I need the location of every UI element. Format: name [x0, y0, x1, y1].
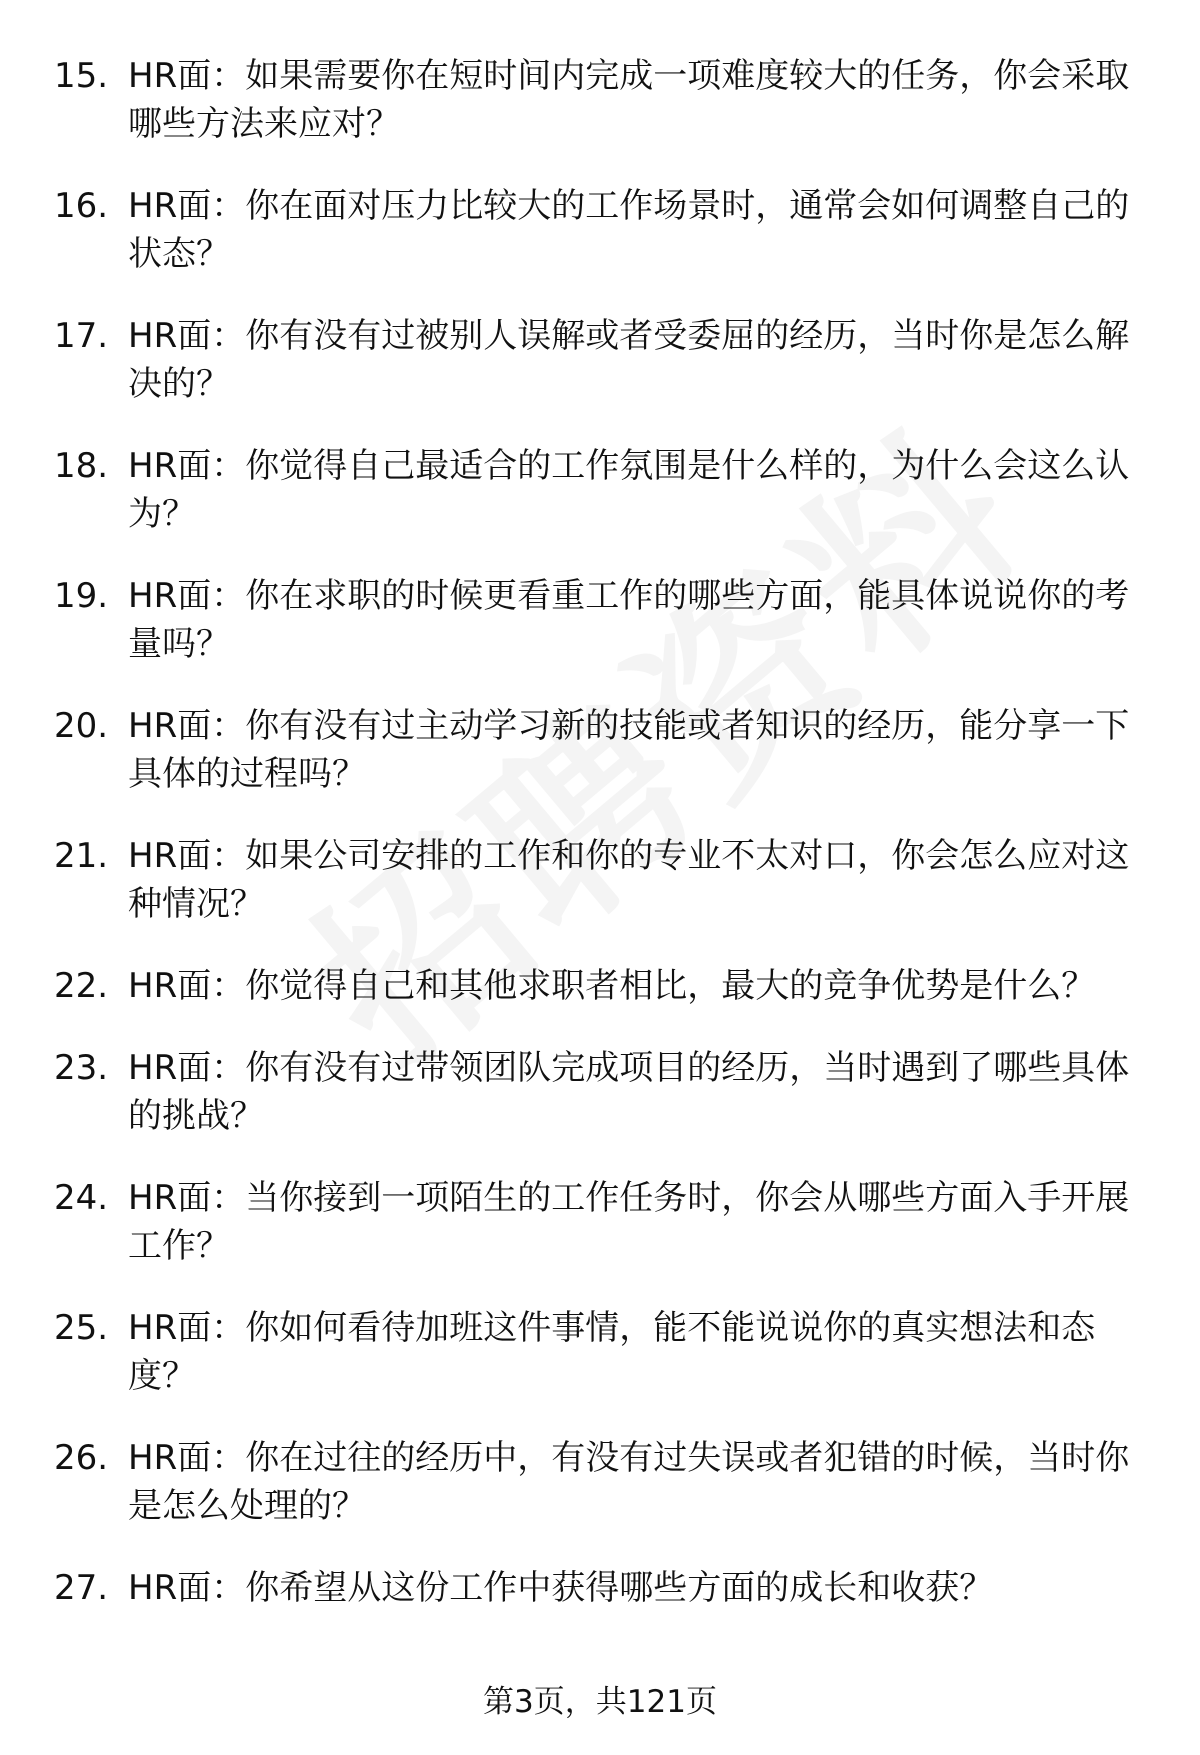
question-number: 18.: [54, 446, 109, 486]
question-item: [0, 52, 1200, 148]
question-text: HR面：你有没有过带领团队完成项目的经历，当时遇到了哪些具体的挑战？: [128, 1048, 1130, 1136]
question-number: 27.: [54, 1568, 109, 1608]
question-number: 26.: [54, 1438, 109, 1478]
question-text: HR面：你希望从这份工作中获得哪些方面的成长和收获？: [128, 1568, 994, 1608]
question-number: 23.: [54, 1048, 109, 1088]
question-number: 22.: [54, 966, 109, 1006]
question-text: HR面：你有没有过被别人误解或者受委屈的经历，当时你是怎么解决的？: [128, 316, 1130, 404]
question-item: [0, 962, 1200, 1010]
question-item: [0, 1174, 1200, 1270]
question-number: 17.: [54, 316, 109, 356]
question-number: 20.: [54, 706, 109, 746]
question-number: 21.: [54, 836, 109, 876]
question-text: HR面：你在面对压力比较大的工作场景时，通常会如何调整自己的状态？: [128, 186, 1130, 274]
question-item: [0, 1434, 1200, 1530]
question-number: 16.: [54, 186, 109, 226]
page-footer: 第3页，共121页: [483, 1684, 717, 1720]
question-item: [0, 1304, 1200, 1400]
question-text: HR面：你有没有过主动学习新的技能或者知识的经历，能分享一下具体的过程吗？: [128, 706, 1130, 794]
question-text: HR面：你觉得自己和其他求职者相比，最大的竞争优势是什么？: [128, 966, 1096, 1006]
question-text: HR面：当你接到一项陌生的工作任务时，你会从哪些方面入手开展工作？: [128, 1178, 1130, 1266]
question-number: 15.: [54, 56, 109, 96]
question-item: [0, 702, 1200, 798]
question-item: [0, 1564, 1200, 1612]
question-text: HR面：你在过往的经历中，有没有过失误或者犯错的时候，当时你是怎么处理的？: [128, 1438, 1130, 1526]
question-item: [0, 572, 1200, 668]
question-number: 24.: [54, 1178, 109, 1218]
question-number: 19.: [54, 576, 109, 616]
question-text: HR面：如果公司安排的工作和你的专业不太对口，你会怎么应对这种情况？: [128, 836, 1130, 924]
question-item: [0, 442, 1200, 538]
question-text: HR面：你觉得自己最适合的工作氛围是什么样的，为什么会这么认为？: [128, 446, 1130, 534]
question-item: [0, 832, 1200, 928]
question-item: [0, 1044, 1200, 1140]
question-text: HR面：你如何看待加班这件事情，能不能说说你的真实想法和态度？: [128, 1308, 1096, 1396]
question-text: HR面：你在求职的时候更看重工作的哪些方面，能具体说说你的考量吗？: [128, 576, 1130, 664]
question-list: [0, 52, 1200, 1646]
question-text: HR面：如果需要你在短时间内完成一项难度较大的任务，你会采取哪些方法来应对？: [128, 56, 1130, 144]
question-number: 25.: [54, 1308, 109, 1348]
question-item: [0, 312, 1200, 408]
question-item: [0, 182, 1200, 278]
